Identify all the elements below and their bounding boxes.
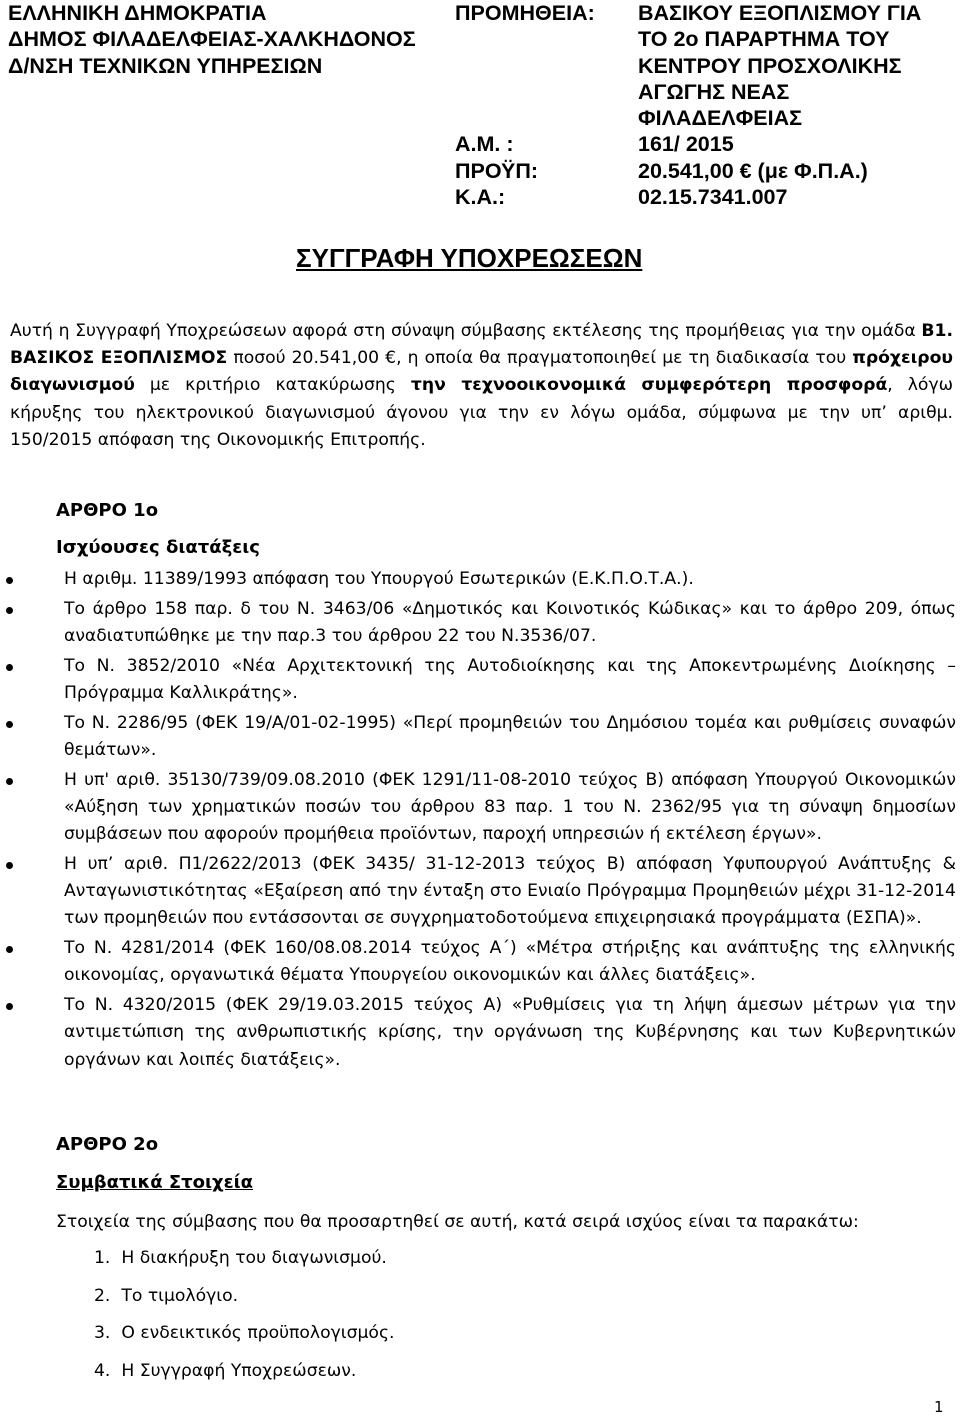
bullet-icon: [6, 664, 13, 671]
issuer-line: ΔΗΜΟΣ ΦΙΛΑΔΕΛΦΕΙΑΣ-ΧΑΛΚΗΔΟΝΟΣ: [8, 27, 416, 52]
item-text: Η διακήρυξη του διαγωνισμού.: [121, 1248, 387, 1268]
label-budget: ΠΡΟΫΠ:: [455, 158, 539, 183]
document-title: ΣΥΓΓΡΑΦΗ ΥΠΟΧΡΕΩΣΕΩΝ: [296, 243, 643, 273]
list-item: [94, 1358, 395, 1396]
list-item: [94, 1283, 395, 1321]
list-item-text: Το άρθρο 158 παρ. δ του Ν. 3463/06 «Δημοτικός και Κοινοτικός Κώδικας» και το άρθρο 209, όπως αναδιατυπώθηκε με την παρ.3 του άρθρου 22 του Ν.3536/07.: [64, 598, 956, 646]
header-labels: [455, 0, 595, 210]
am-value: 161/ 2015: [638, 132, 734, 157]
list-item: [38, 767, 956, 849]
page-number: 1: [934, 1398, 944, 1416]
label-am: Α.Μ. :: [455, 132, 514, 157]
article-1-heading: ΑΡΘΡΟ 1ο: [56, 500, 159, 521]
list-item-text: Το Ν. 3852/2010 «Νέα Αρχιτεκτονική της Αυτοδιοίκησης και της Αποκεντρωμένης Διοίκησης – Πρόγραμμα Καλλικράτης».: [64, 655, 956, 703]
intro-text: με κριτήριο κατακύρωσης: [134, 375, 411, 396]
list-item-text: Η αριθμ. 11389/1993 απόφαση του Υπουργού Εσωτερικών (Ε.Κ.Π.Ο.Τ.Α.).: [64, 569, 694, 589]
list-item: [94, 1320, 395, 1358]
label-procurement: ΠΡΟΜΗΘΕΙΑ:: [455, 1, 595, 25]
item-number: 4.: [94, 1360, 111, 1381]
list-item: [38, 653, 956, 707]
bullet-icon: [6, 577, 13, 584]
intro-bold: την τεχνοοικονομικά συμφερότερη προσφορά: [410, 375, 888, 396]
procurement-line: ΒΑΣΙΚΟΥ ΕΞΟΠΛΙΣΜΟΥ ΓΙΑ: [638, 1, 922, 25]
procurement-line: ΤΟ 2ο ΠΑΡΑΡΤΗΜΑ ΤΟΥ: [638, 27, 890, 52]
list-item: [94, 1245, 395, 1283]
list-item: [38, 710, 956, 764]
provisions-list: [38, 566, 956, 1076]
bullet-icon: [6, 1003, 13, 1010]
bullet-icon: [6, 862, 13, 869]
list-item: [38, 596, 956, 650]
bullet-icon: [6, 946, 13, 953]
list-item-text: Το Ν. 4281/2014 (ΦΕΚ 160/08.08.2014 τεύχος Α΄) «Μέτρα στήριξης και ανάπτυξης της ελληνικής οικονομίας, οργανωτικά θέματα Υπουργείου οικονομικών και άλλες διατάξεις».: [64, 938, 956, 986]
label-ka: Κ.Α.:: [455, 185, 506, 210]
item-number: 3.: [94, 1323, 111, 1343]
issuer-line: ΕΛΛΗΝΙΚΗ ΔΗΜΟΚΡΑΤΙΑ: [8, 1, 267, 25]
item-text: Η Συγγραφή Υποχρεώσεων.: [121, 1360, 357, 1381]
list-item-text: Το Ν. 4320/2015 (ΦΕΚ 29/19.03.2015 τεύχος Α) «Ρυθμίσεις για τη λήψη άμεσων μέτρων για την αντιμετώπιση της ανθρωπιστικής κρίσης, την οργάνωση της Κυβέρνησης και των Κυβερνητικών οργάνων και λοιπές διατάξεις».: [64, 995, 956, 1070]
list-item: [38, 566, 956, 593]
ka-value: 02.15.7341.007: [638, 185, 788, 210]
header-values: [638, 0, 921, 210]
list-item: [38, 851, 956, 933]
intro-bold: πρόχειρου διαγωνισμού: [10, 348, 953, 396]
list-item-text: Το Ν. 2286/95 (ΦΕΚ 19/Α/01-02-1995) «Περί προμηθειών του Δημόσιου τομέα και ρυθμίσεις συναφών θεμάτων».: [64, 712, 956, 760]
procurement-line: ΚΕΝΤΡΟΥ ΠΡΟΣΧΟΛΙΚΗΣ: [638, 53, 902, 78]
article-2-heading: ΑΡΘΡΟ 2ο: [56, 1134, 159, 1155]
issuer-block: [8, 0, 416, 79]
list-item: [38, 935, 956, 989]
intro-text: ποσού 20.541,00 €, η οποία θα πραγματοποιηθεί με τη διαδικασία του: [227, 348, 853, 369]
procurement-line: ΦΙΛΑΔΕΛΦΕΙΑΣ: [638, 106, 803, 131]
item-text: Ο ενδεικτικός προϋπολογισμός.: [121, 1323, 395, 1343]
list-item-text: Η υπ' αριθ. 35130/739/09.08.2010 (ΦΕΚ 1291/11-08-2010 τεύχος Β) απόφαση Υπουργού Οικονομικών «Αύξηση των χρηματικών ποσών του άρθρου 83 παρ. 1 του Ν. 2362/95 για τη σύναψη δημοσίων συμβάσεων που αφορούν προμήθεια προϊόντων, παροχή υπηρεσιών ή εκτέλεση έργων».: [64, 769, 956, 845]
issuer-line: Δ/ΝΣΗ ΤΕΧΝΙΚΩΝ ΥΠΗΡΕΣΙΩΝ: [8, 53, 323, 78]
list-item-text: Η υπ’ αριθ. Π1/2622/2013 (ΦΕΚ 3435/ 31-12-2013 τεύχος Β) απόφαση Υφυπουργού Ανάπτυξης & Ανταγωνιστικότητας «Εξαίρεση από την ένταξη στο Ενιαίο Πρόγραμμα Προμηθειών μέχρι 31-12-2014 των προμηθειών που εντάσσονται σε συγχρηματοδοτούμενα επιχειρησιακά προγράμματα (ΕΣΠΑ)».: [64, 854, 956, 929]
procurement-line: ΑΓΩΓΗΣ ΝΕΑΣ: [638, 79, 790, 104]
bullet-icon: [6, 778, 13, 785]
article-2-intro: Στοιχεία της σύμβασης που θα προσαρτηθεί σε αυτή, κατά σειρά ισχύος είναι τα παρακάτω:: [56, 1212, 859, 1232]
budget-value: 20.541,00 € (με Φ.Π.Α.): [638, 158, 868, 183]
intro-paragraph: [10, 318, 953, 454]
bullet-icon: [6, 607, 13, 614]
list-item: [38, 992, 956, 1074]
intro-text: Αυτή η Συγγραφή Υποχρεώσεων αφορά στη σύναψη σύμβασης εκτέλεσης της προμήθειας για την ομάδα: [10, 321, 922, 341]
bullet-icon: [6, 721, 13, 728]
item-number: 2.: [94, 1285, 111, 1306]
article-2-subheading: Συμβατικά Στοιχεία: [56, 1172, 254, 1193]
contract-elements-list: [94, 1245, 395, 1395]
item-number: 1.: [94, 1248, 111, 1268]
intro-bold: Β1. ΒΑΣΙΚΟΣ ΕΞΟΠΛΙΣΜΟΣ: [10, 321, 953, 369]
item-text: Το τιμολόγιο.: [121, 1285, 239, 1306]
article-1-subheading: Ισχύουσες διατάξεις: [56, 537, 260, 558]
intro-text: , λόγω κήρυξης του ηλεκτρονικού διαγωνισμού άγονου για την εν λόγω ομάδα, σύμφωνα με την υπ’ αριθμ. 150/2015 απόφαση της Οικονομικής Επιτροπής.: [10, 375, 954, 450]
